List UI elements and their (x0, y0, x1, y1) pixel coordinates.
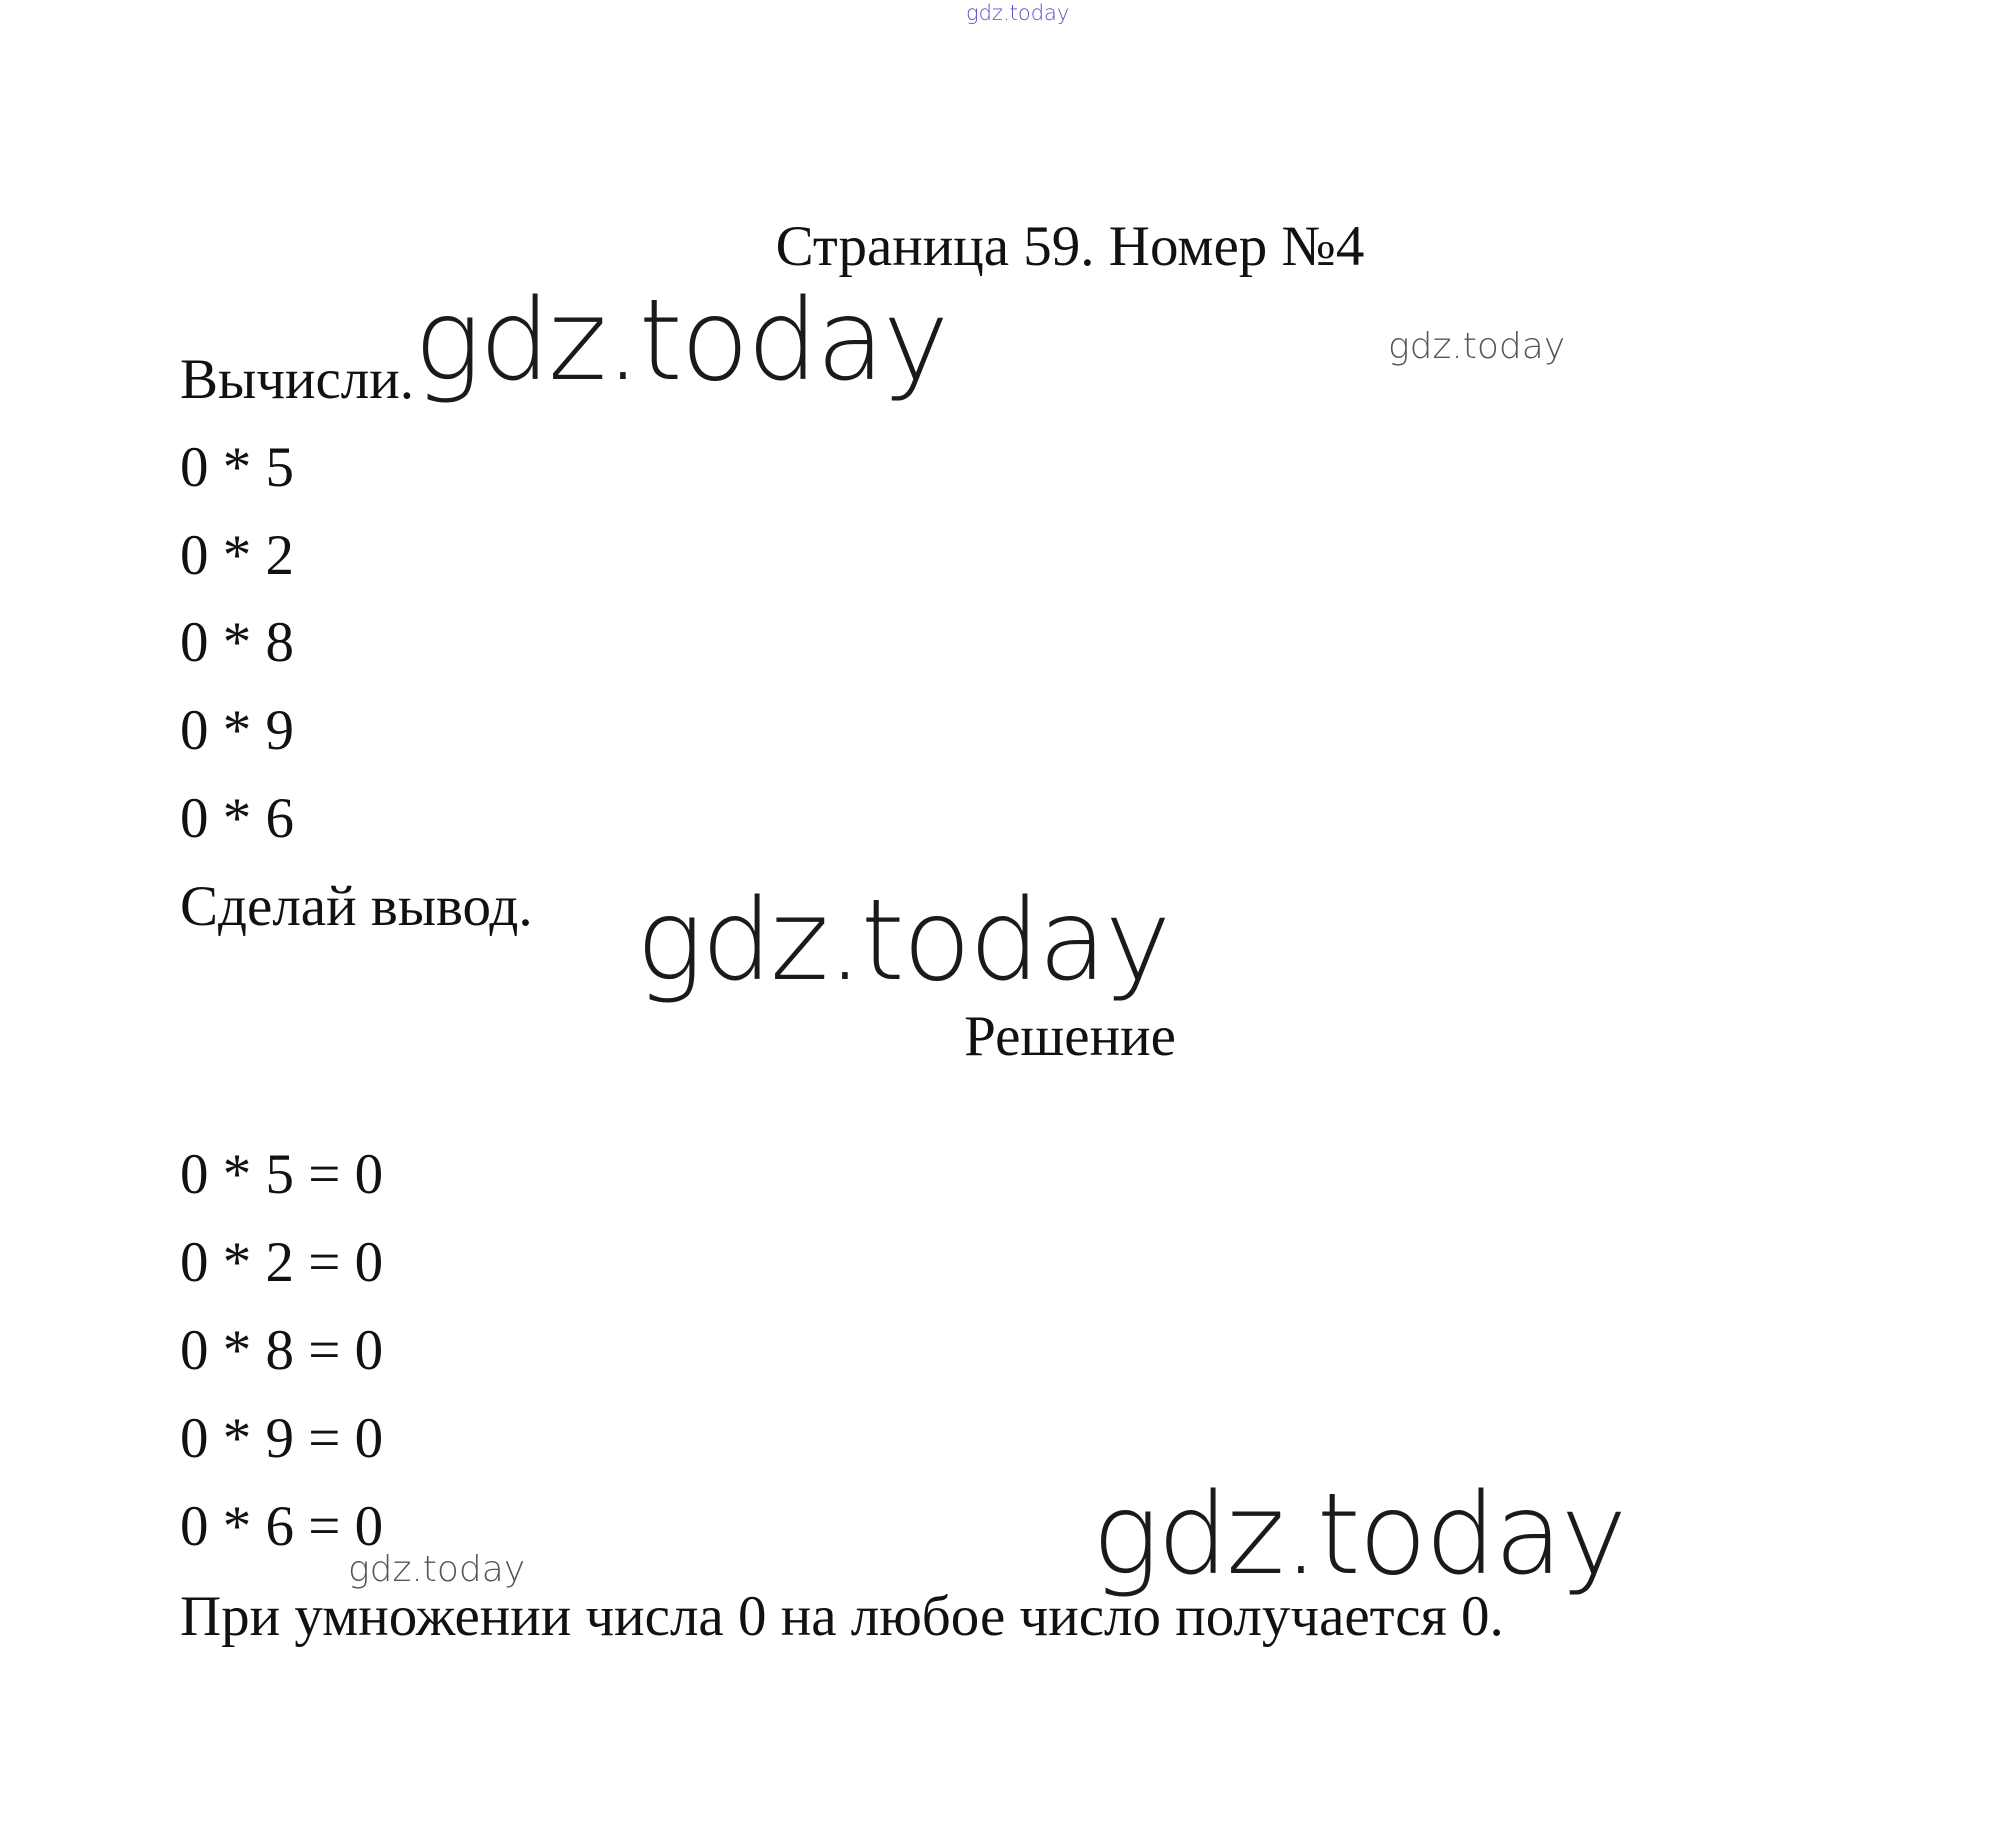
watermark-small-2: gdz.today (348, 1549, 526, 1590)
task-label: Вычисли. (180, 348, 414, 411)
answer-2: 0 * 2 = 0 (180, 1231, 384, 1294)
conclusion-prompt: Сделай вывод. (180, 875, 533, 938)
watermark-top: gdz.today (966, 1, 1070, 25)
watermark-small-1: gdz.today (1388, 326, 1566, 367)
answer-5: 0 * 6 = 0 (180, 1495, 384, 1558)
answer-1: 0 * 5 = 0 (180, 1143, 384, 1206)
problem-1: 0 * 5 (180, 436, 294, 499)
answer-4: 0 * 9 = 0 (180, 1407, 384, 1470)
watermark-large-1: gdz.today (414, 276, 948, 406)
answer-3: 0 * 8 = 0 (180, 1319, 384, 1382)
watermark-large-2: gdz.today (636, 876, 1170, 1006)
problem-3: 0 * 8 (180, 611, 294, 674)
conclusion-text: При умножении числа 0 на любое число получается 0. (180, 1585, 1504, 1648)
problem-5: 0 * 6 (180, 787, 294, 850)
solution-heading: Решение (964, 1005, 1176, 1068)
problem-2: 0 * 2 (180, 524, 294, 587)
watermark-large-3: gdz.today (1092, 1470, 1626, 1600)
problem-4: 0 * 9 (180, 699, 294, 762)
page-title: Страница 59. Номер №4 (775, 215, 1365, 278)
